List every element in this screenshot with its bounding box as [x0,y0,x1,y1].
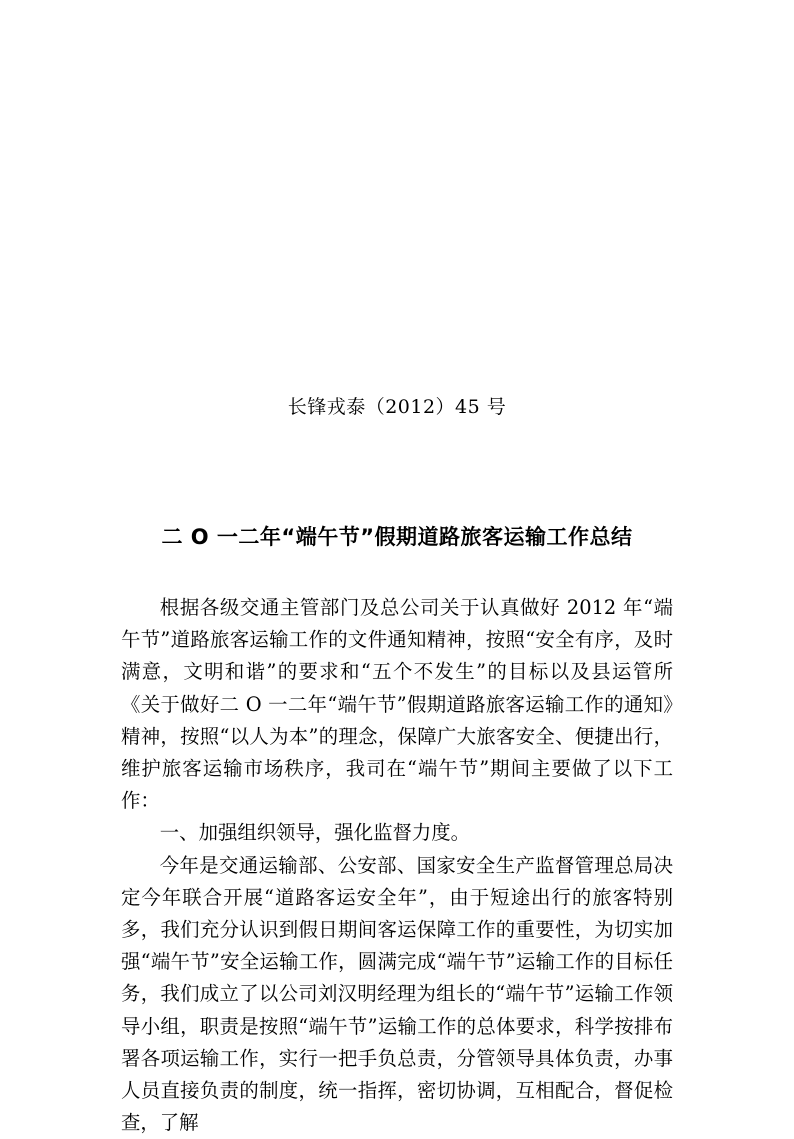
document-number: 长锋戎泰（2012）45 号 [287,396,507,418]
document-body [121,592,673,1139]
body-paragraph: 今年是交通运输部、公安部、国家安全生产监督管理总局决定今年联合开展“道路客运安全年”，由于短途出行的旅客特别多，我们充分认识到假日期间客运保障工作的重要性，为切实加强“端午节”安全运输工作，圆满完成“端午节”运输工作的目标任务，我们成立了以公司刘汉明经理为组长的“端午节”运输工作领导小组，职责是按照“端午节”运输工作的总体要求，科学按排布署各项运输工作，实行一把手负总责，分管领导具体负责，办事人员直接负责的制度，统一指挥，密切协调，互相配合，督促检查，了解 [121,853,673,1135]
body-paragraph: 根据各级交通主管部门及总公司关于认真做好 2012 年“端午节”道路旅客运输工作的文件通知精神，按照“安全有序，及时满意，文明和谐”的要求和“五个不发生”的目标以及县运管所《关于做好二 O 一二年“端午节”假期道路旅客运输工作的通知》精神，按照“以人为本”的理念，保障广大旅客安全、便捷出行，维护旅客运输市场秩序，我司在“端午节”期间主要做了以下工作： [121,596,673,813]
section-heading: 一、加强组织领导，强化监督力度。 [159,821,471,845]
document-title: 二 O 一二年“端午节”假期道路旅客运输工作总结 [161,525,633,549]
